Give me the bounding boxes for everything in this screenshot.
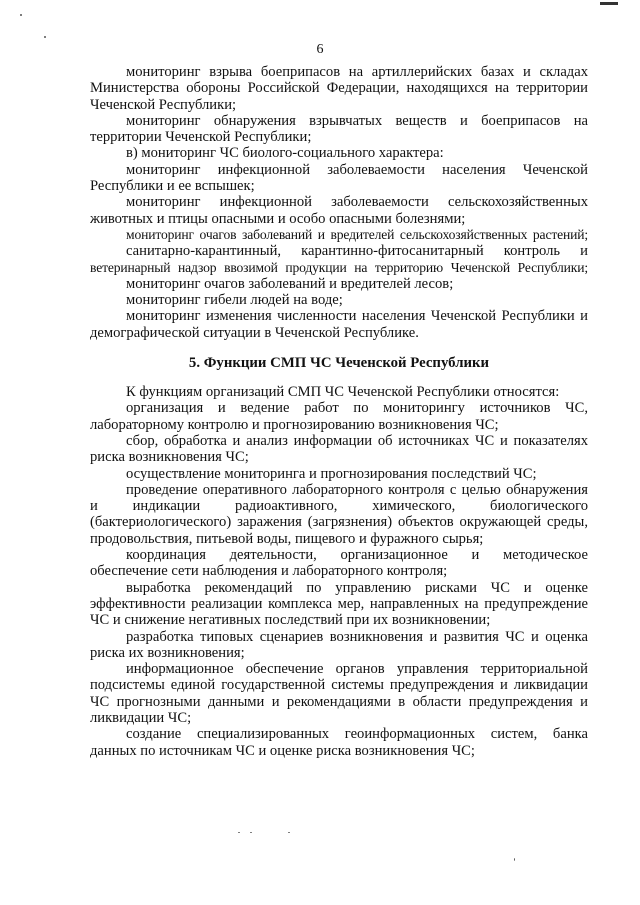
text-line: К функциям организаций СМП ЧС Чеченской Республики относятся: (126, 384, 560, 401)
paragraph (90, 400, 588, 433)
text-line: создание специализированных геоинформационных систем, банка (126, 726, 588, 743)
paragraph (90, 661, 588, 726)
text-line: мониторинг гибели людей на воде; (126, 292, 343, 309)
paragraph (90, 629, 588, 662)
text-line: осуществление мониторинга и прогнозирования последствий ЧС; (126, 465, 537, 482)
text-line: риска возникновения ЧС; (90, 449, 249, 466)
text-line: демографической ситуации в Чеченской Республике. (90, 324, 419, 341)
text-line: мониторинг очагов заболеваний и вредителей лесов; (126, 275, 454, 292)
text-line: санитарно-карантинный, карантинно-фитосанитарный контроль и (126, 243, 588, 260)
paragraph (90, 64, 588, 113)
text-line: и индикации радиоактивного, химического, биологического (90, 498, 588, 515)
paragraph (90, 580, 588, 629)
text-line: мониторинг очагов заболеваний и вредителей сельскохозяйственных растений; (126, 226, 588, 242)
text-line: выработка рекомендаций по управлению рисками ЧС и оценке (126, 579, 588, 596)
text-line: ветеринарный надзор ввозимой продукции на территорию Чеченской Республики; (90, 259, 588, 275)
scan-artifact-mark (600, 2, 618, 5)
text-line: информационное обеспечение органов управления территориальной (126, 661, 588, 678)
paragraph (90, 162, 588, 195)
paragraph (90, 308, 588, 341)
text-line: Республики и ее вспышек; (90, 178, 255, 195)
text-line: ЧС прогнозными данными и рекомендациями в области предупреждения и (90, 693, 588, 710)
paragraph (90, 145, 588, 161)
text-line: эффективности реализации комплекса мер, направленных на предупреждение (90, 595, 588, 612)
paragraph (90, 433, 588, 466)
document-body (90, 64, 588, 759)
paragraph (90, 726, 588, 759)
text-line: разработка типовых сценариев возникновения и развития ЧС и оценка (126, 628, 588, 645)
text-line: риска их возникновения; (90, 644, 245, 661)
text-line: в) мониторинг ЧС биолого-социального характера: (126, 145, 444, 162)
text-line: сбор, обработка и анализ информации об источниках ЧС и показателях (126, 432, 588, 449)
text-line: обеспечение сети наблюдения и лабораторного контроля; (90, 563, 448, 580)
text-line: организация и ведение работ по мониторингу источников ЧС, (126, 400, 588, 417)
section-heading: 5. Функции СМП ЧС Чеченской Республики (188, 355, 490, 372)
paragraph (90, 482, 588, 547)
scan-artifact-dot (288, 832, 290, 833)
paragraph (90, 276, 588, 292)
paragraph (90, 113, 588, 146)
text-line: Министерства обороны Российской Федерации, находящихся на территории (90, 80, 588, 97)
scan-artifact-dot (20, 14, 22, 16)
text-line: данных по источникам ЧС и оценке риска возникновения ЧС; (90, 742, 475, 759)
text-line: животных и птицы опасными и особо опасными болезнями; (90, 210, 466, 227)
text-line: мониторинг взрыва боеприпасов на артиллерийских базах и складах (126, 64, 588, 80)
paragraph (90, 466, 588, 482)
text-line: ЧС и снижение негативных последствий при их возникновении; (90, 612, 491, 629)
text-line: мониторинг изменения численности населения Чеченской Республики и (126, 308, 588, 325)
text-line: мониторинг обнаружения взрывчатых веществ и боеприпасов на (126, 112, 588, 129)
text-line: координация деятельности, организационное и методическое (126, 547, 588, 564)
text-line: (бактериологического) заражения (загрязнения) объектов окружающей среды, (90, 514, 588, 531)
paragraph (90, 243, 588, 276)
text-line: продовольствия, питьевой воды, пищевого и фуражного сырья; (90, 530, 484, 547)
paragraph (90, 547, 588, 580)
text-line: лабораторному контролю и прогнозированию возникновения ЧС; (90, 416, 499, 433)
paragraph (90, 384, 588, 400)
text-line: Чеченской Республики; (90, 96, 237, 113)
scan-artifact-dot (44, 36, 46, 38)
paragraph (90, 194, 588, 227)
scan-artifact-dot (250, 832, 252, 833)
text-line: проведение оперативного лабораторного контроля с целью обнаружения (126, 481, 588, 498)
paragraph (90, 292, 588, 308)
text-line: мониторинг инфекционной заболеваемости сельскохозяйственных (126, 194, 588, 211)
text-line: ликвидации ЧС; (90, 709, 192, 726)
text-line: подсистемы единой государственной системы предупреждения и ликвидации (90, 677, 588, 694)
page-number: 6 (316, 42, 324, 57)
paragraph (90, 227, 588, 243)
text-line: мониторинг инфекционной заболеваемости населения Чеченской (126, 161, 588, 178)
scan-artifact-dot (238, 832, 240, 833)
text-line: территории Чеченской Республики; (90, 129, 312, 146)
scan-artifact-dot (514, 858, 515, 861)
